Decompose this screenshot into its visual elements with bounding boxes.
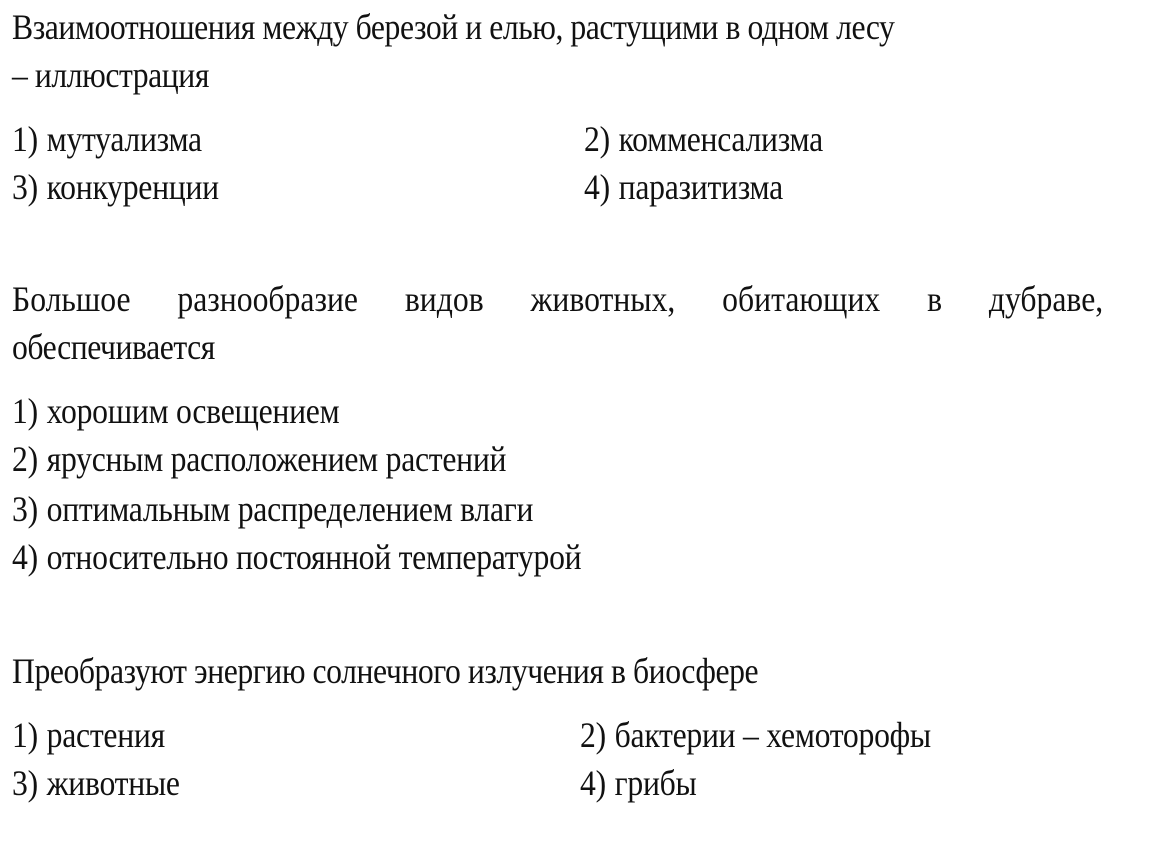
stem-word: обитающих	[722, 279, 881, 319]
question-3-option-1	[12, 712, 165, 758]
stem-word: разнообразие	[177, 279, 358, 319]
option-number: 4)	[584, 167, 610, 207]
option-text: ярусным расположением растений	[46, 439, 507, 479]
option-text: относительно постоянной температурой	[46, 537, 582, 577]
option-text: растения	[46, 715, 165, 755]
option-number: 2)	[580, 715, 606, 755]
option-text: конкуренции	[46, 167, 219, 207]
question-1-option-1	[12, 116, 202, 162]
question-1-option-3	[12, 164, 219, 210]
question-1-option-2	[584, 116, 823, 162]
option-number: 4)	[580, 763, 606, 803]
option-text: грибы	[614, 763, 697, 803]
question-1-option-4	[584, 164, 783, 210]
option-number: 3)	[12, 489, 38, 529]
stem-word: видов	[404, 279, 484, 319]
option-number: 2)	[584, 119, 610, 159]
option-number: 2)	[12, 439, 38, 479]
question-2-stem-line-2: обеспечивается	[12, 327, 215, 367]
option-number: 1)	[12, 119, 38, 159]
option-text: оптимальным распределением влаги	[46, 489, 534, 529]
option-text: бактерии – хемоторофы	[614, 715, 931, 755]
question-1-stem-line-1: Взаимоотношения между березой и елью, растущими в одном лесу	[12, 7, 895, 47]
question-2-option-2	[12, 436, 506, 482]
option-number: 3)	[12, 763, 38, 803]
question-1-stem-line-2: – иллюстрация	[12, 55, 209, 95]
option-text: хорошим освещением	[46, 391, 340, 431]
question-2-stem-line-1	[12, 276, 1103, 322]
option-text: комменсализма	[618, 119, 823, 159]
option-number: 1)	[12, 391, 38, 431]
stem-word: животных,	[530, 279, 676, 319]
question-2-option-4	[12, 534, 581, 580]
option-number: 4)	[12, 537, 38, 577]
question-3-option-4	[580, 760, 697, 806]
stem-word: в	[927, 279, 943, 319]
stem-word: дубраве,	[988, 279, 1104, 319]
option-text: мутуализма	[46, 119, 202, 159]
question-3-stem-line-1: Преобразуют энергию солнечного излучения в биосфере	[12, 651, 759, 691]
question-3-option-3	[12, 760, 180, 806]
option-number: 1)	[12, 715, 38, 755]
question-3-option-2	[580, 712, 931, 758]
option-text: паразитизма	[618, 167, 783, 207]
option-text: животные	[46, 763, 180, 803]
question-2-option-1	[12, 388, 339, 434]
stem-word: Большое	[12, 279, 131, 319]
option-number: 3)	[12, 167, 38, 207]
question-2-option-3	[12, 486, 533, 532]
